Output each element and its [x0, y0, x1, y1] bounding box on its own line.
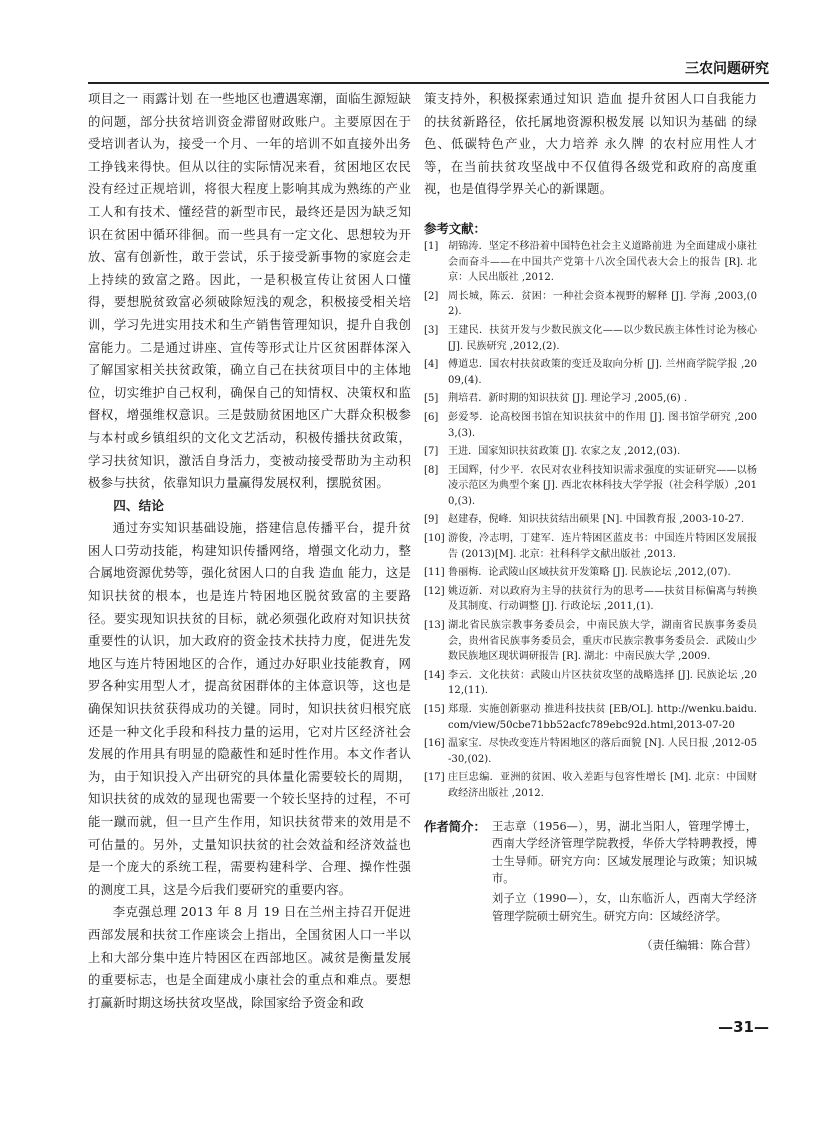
reference-text: 庄巨忠编．亚洲的贫困、收入差距与包容性增长 [M]. 北京：中国财政经济出版社 ,2012.	[448, 772, 757, 799]
reference-number: [15]	[424, 704, 445, 715]
reference-item	[424, 565, 757, 581]
reference-text: 傅道忠．国农村扶贫政策的变迁及取向分析 [J]. 兰州商学院学报 ,2009,(4).	[448, 359, 757, 386]
journal-section-title: 三农问题研究	[685, 61, 769, 77]
reference-number: [3]	[424, 324, 439, 336]
reference-item	[424, 289, 757, 320]
header-rule	[88, 82, 769, 84]
reference-number: [17]	[424, 772, 445, 784]
body-paragraph: 通过夯实知识基础设施，搭建信息传播平台，提升贫困人口劳动技能，构建知识传播网络，增强文化动力，整合属地资源优势等，强化贫困人口的自我 造血 能力，这是知识扶贫的根本，也是连片特困地区脱贫致富的主要路径。要实现知识扶贫的目标，就必须强化政府对知识扶贫重要性的认识，加大政府的资金技术扶持力度，促进先发地区与连片特困地区的合作，通过办好职业技能教育，网罗各种实用型人才，提高贫困群体的主体意识等，这也是确保知识扶贫获得成功的关键。同时，知识扶贫归根究底还是一种文化手段和科技力量的运用，它对片区经济社会发展的作用具有明显的隐蔽性和延时性作用。本文作者认为，由于知识投入产出研究的具体量化需要较长的周期，知识扶贫的成效的显现也需要一个较长坚持的过程，不可能一蹴而就，但一旦产生作用，知识扶贫带来的效用是不可估量的。另外，丈量知识扶贫的社会效益和经济效益也是一个庞大的系统工程，需要构建科学、合理、操作性强的测度工具，这是今后我们要研究的重要内容。	[88, 520, 411, 897]
reference-text: 王建民．扶贫开发与少数民族文化——以少数民族主体性讨论为核心 [J]. 民族研究 ,2012,(2).	[448, 324, 757, 352]
reference-text: 王进．国家知识扶贫政策 [J]. 农家之友 ,2012,(03).	[448, 446, 681, 458]
reference-number: [2]	[424, 290, 439, 302]
right-column	[424, 88, 757, 953]
reference-text: 温家宝．尽快改变连片特困地区的落后面貌 [N]. 人民日报 ,2012-05-30,(02).	[448, 738, 757, 765]
reference-number: [9]	[424, 514, 439, 526]
reference-number: [13]	[424, 620, 445, 632]
reference-item	[424, 463, 757, 510]
editor-credit: （责任编辑：陈合营）	[641, 938, 757, 953]
reference-number: [5]	[424, 393, 439, 405]
reference-number: [10]	[424, 533, 445, 545]
author-bio-2: 刘子立（1990—），女，山东临沂人，西南大学经济管理学院硕士研究生。研究方向：区域经济学。	[492, 891, 757, 923]
reference-text: 彭爱琴．论高校图书馆在知识扶贫中的作用 [J]. 图书馆学研究 ,2003,(3).	[448, 411, 757, 439]
reference-number: [4]	[424, 359, 439, 371]
reference-item	[424, 357, 757, 388]
references-title: 参考文献：	[424, 220, 486, 236]
reference-item	[424, 618, 757, 665]
reference-item	[424, 736, 757, 767]
reference-text: 湖北省民族宗教事务委员会，中南民族大学，湖南省民族事务委员会，贵州省民族事务委员会，重庆市民族宗教事务委员会．武陵山少数民族地区现状调研报告 [R]. 湖北：中南民族大学 ,2009.	[448, 620, 757, 663]
reference-item	[424, 239, 757, 286]
reference-number: [11]	[424, 567, 445, 579]
author-label: 作者简介：	[424, 818, 486, 834]
reference-item	[424, 391, 757, 407]
references-list	[424, 239, 757, 802]
author-body	[492, 818, 757, 926]
reference-number: [8]	[424, 464, 439, 476]
reference-text: 王国辉，付少平．农民对农业科技知识需求强度的实证研究——以杨凌示范区为典型个案 [J]. 西北农林科技大学学报（社会科学版）,2010,(3).	[448, 464, 757, 507]
reference-number: [7]	[424, 446, 439, 458]
author-bio	[424, 818, 757, 926]
reference-text: 鲁丽梅．论武陵山区域扶贫开发策略 [J]. 民族论坛 ,2012,(07).	[448, 567, 731, 579]
section-heading: 四、结论	[113, 497, 165, 513]
reference-number: [14]	[424, 669, 445, 681]
body-paragraph: 项目之一 雨露计划 在一些地区也遭遇寒潮，面临生源短缺的问题，部分扶贫培训资金滞留财政账户。主要原因在于受培训者认为，接受一个月、一年的培训不如直接外出务工挣钱来得快。但从以往的实际情况来看，贫困地区农民没有经过正规培训，将很大程度上影响其成为熟练的产业工人和有技术、懂经营的新型市民，最终还是因为缺乏知识在贫困中循环徘徊。而一些具有一定文化、思想较为开放、富有创新性，敢于尝试，乐于接受新事物的家庭会走上持续的致富之路。因此，一是积极宣传让贫困人口懂得，要想脱贫致富必须破除短浅的观念，积极接受相关培训，学习先进实用技术和生产销售管理知识，提升自我创富能力。二是通过讲座、宣传等形式让片区贫困群体深入了解国家相关扶贫政策，确立自己在扶贫项目中的主体地位，切实维护自己权利，确保自己的知情权、决策权和监督权，增强维权意识。三是鼓励贫困地区广大群众积极参与本村或乡镇组织的文化文艺活动，积极传播扶贫政策，学习扶贫知识，激活自身活力，变被动接受帮助为主动积极参与扶贫，依靠知识力量赢得发展权利，摆脱贫困。	[88, 91, 411, 491]
reference-text: 李云．文化扶贫：武陵山片区扶贫攻坚的战略选择 [J]. 民族论坛 ,2012,(11).	[448, 669, 757, 697]
reference-item	[424, 410, 757, 441]
reference-text: 赵建春，倪峰．知识扶贫结出硕果 [N]. 中国教育报 ,2003-10-27.	[448, 514, 745, 526]
reference-text: 荆培君．新时期的知识扶贫 [J]. 理论学习 ,2005,(6) .	[448, 393, 688, 405]
reference-number: [12]	[424, 585, 445, 597]
reference-item	[424, 531, 757, 562]
reference-item	[424, 770, 757, 801]
reference-item	[424, 323, 757, 354]
reference-number: [16]	[424, 738, 445, 750]
reference-item	[424, 584, 757, 615]
reference-number: [6]	[424, 411, 439, 423]
reference-text: 游俊，冷志明，丁建军．连片特困区蓝皮书：中国连片特困区发展报告 (2013)[M]. 北京：社科科学文献出版社 ,2013.	[448, 533, 757, 560]
page-number: —31—	[718, 1018, 769, 1036]
author-bio-1: 王志章（1956—），男，湖北当阳人，管理学博士，西南大学经济管理学院教授，华侨大学特聘教授，博士生导师。研究方向：区域发展理论与政策；知识城市。	[492, 819, 757, 886]
left-column	[88, 88, 411, 1014]
body-paragraph: 策支持外，积极探索通过知识 造血 提升贫困人口自我能力的扶贫新路径，依托属地资源积极发展 以知识为基础 的绿色、低碳特色产业，大力培养 永久牌 的农村应用性人才等，在当前扶贫攻坚战中不仅值得各级党和政府的高度重视，也是值得学界关心的新课题。	[424, 91, 757, 197]
reference-text: 胡锦涛．坚定不移沿着中国特色社会主义道路前进 为全面建成小康社会而奋斗——在中国共产党第十八次全国代表大会上的报告 [R]. 北京：人民出版社 ,2012.	[448, 240, 757, 284]
reference-item	[424, 444, 757, 460]
reference-item	[424, 512, 757, 528]
reference-text: 周长城，陈云．贫困：一种社会资本视野的解释 [J]. 学海 ,2003,(02).	[448, 290, 757, 318]
reference-text: 姚迈新．对以政府为主导的扶贫行为的思考——扶贫目标偏离与转换及其制度、行动调整 [J]. 行政论坛 ,2011,(1).	[448, 585, 757, 613]
reference-number: [1]	[424, 240, 439, 252]
reference-item	[424, 668, 757, 699]
reference-item	[424, 702, 757, 733]
reference-text: 郑璟．实施创新驱动 推进科技扶贫 [EB/OL]. http://wenku.baidu.com/view/50cbe71bb52acfc789ebc92d.html,2013-07-20	[448, 704, 757, 731]
body-paragraph: 李克强总理 2013 年 8 月 19 日在兰州主持召开促进西部发展和扶贫工作座谈会上指出，全国贫困人口一半以上和大部分集中连片特困区在西部地区。减贫是衡量发展的重要标志，也是全面建成小康社会的重点和难点。要想打赢新时期这场扶贫攻坚战，除国家给予资金和政	[88, 904, 411, 1010]
